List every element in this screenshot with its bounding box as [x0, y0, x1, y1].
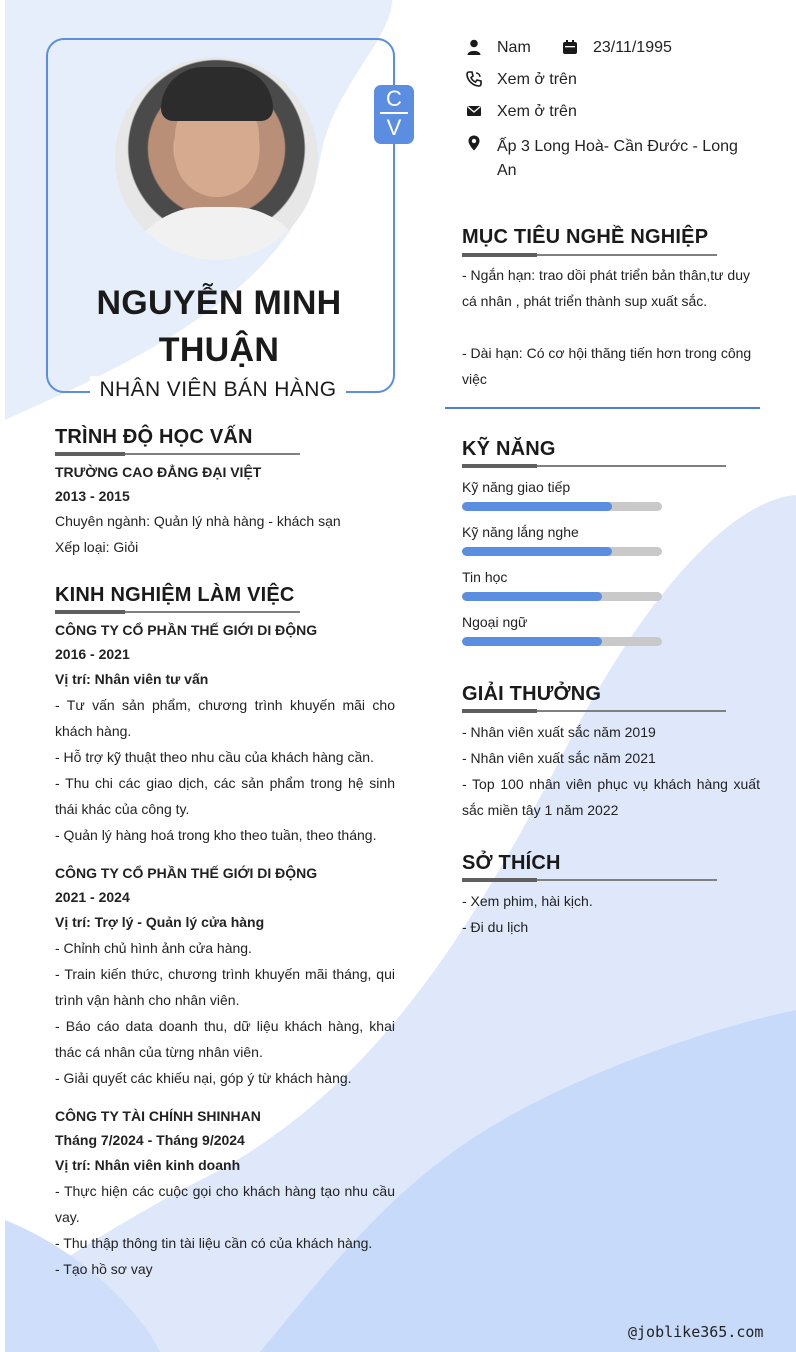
job-3-position: Vị trí: Nhân viên kinh doanh — [55, 1157, 241, 1173]
award-item: - Nhân viên xuất sắc năm 2021 — [462, 750, 656, 766]
job-1-company: CÔNG TY CỔ PHẦN THẾ GIỚI DI ĐỘNG — [55, 622, 318, 638]
hobbies-title: SỞ THÍCH — [462, 852, 561, 874]
address-text: Ấp 3 Long Hoà- Cần Đước - Long An — [497, 138, 738, 179]
skill-bar — [462, 592, 662, 601]
awards-title: GIẢI THƯỞNG — [462, 683, 602, 705]
email-icon — [466, 103, 482, 119]
skill-bar — [462, 547, 662, 556]
phone-icon — [466, 71, 482, 87]
calendar-icon — [562, 39, 578, 55]
skill-bar — [462, 637, 662, 646]
job-3-duty: - Tạo hồ sơ vay — [55, 1261, 153, 1277]
watermark: @joblike365.com — [628, 1323, 764, 1341]
education-grade: Xếp loại: Giỏi — [55, 539, 139, 555]
job-2-duty: - Báo cáo data doanh thu, dữ liệu khách hàng, khai thác cá nhân của từng nhân viên. — [55, 1018, 395, 1060]
job-3-duty: - Thực hiện các cuộc gọi cho khách hàng tạo nhu cầu vay. — [55, 1183, 395, 1225]
birthday-text: 23/11/1995 — [593, 39, 672, 56]
job-title: NHÂN VIÊN BÁN HÀNG — [90, 376, 346, 404]
awards-title-underline — [462, 710, 726, 712]
job-1-duty: - Quản lý hàng hoá trong kho theo tuần, theo tháng. — [55, 827, 377, 843]
section-divider — [445, 407, 760, 409]
education-major: Chuyên ngành: Quản lý nhà hàng - khách sạn — [55, 513, 341, 529]
hobby-item: - Xem phim, hài kịch. — [462, 893, 593, 909]
education-title: TRÌNH ĐỘ HỌC VẤN — [55, 426, 253, 448]
job-1-position: Vị trí: Nhân viên tư vấn — [55, 671, 209, 687]
skills-title-underline — [462, 465, 726, 467]
objective-title: MỤC TIÊU NGHỀ NGHIỆP — [462, 226, 709, 248]
job-2-duty: - Train kiến thức, chương trình khuyến mãi tháng, qui trình vận hành cho nhân viên. — [55, 966, 395, 1008]
skill-label: Ngoại ngữ — [462, 614, 528, 630]
avatar — [115, 57, 318, 260]
skill-bar-fill — [462, 592, 602, 601]
job-1-duty: - Tư vấn sản phẩm, chương trình khuyến mãi cho khách hàng. — [55, 697, 395, 739]
skill-label: Kỹ năng lắng nghe — [462, 524, 579, 540]
hobby-item: - Đi du lịch — [462, 919, 529, 935]
experience-title: KINH NGHIỆM LÀM VIỆC — [55, 584, 295, 606]
skills-title: KỸ NĂNG — [462, 438, 556, 460]
objective-short-term: - Ngắn hạn: trao dồi phát triển bản thân,tư duy cá nhân , phát triển thành sup xuất sắc. — [462, 267, 751, 309]
skill-label: Tin học — [462, 569, 508, 585]
hobbies-title-underline — [462, 879, 717, 881]
skill-bar-fill — [462, 502, 612, 511]
skill-bar-fill — [462, 637, 602, 646]
education-years: 2013 - 2015 — [55, 488, 130, 504]
job-1-duty: - Hỗ trợ kỹ thuật theo nhu cầu của khách hàng cần. — [55, 749, 374, 765]
cv-badge-bottom: V — [386, 115, 402, 140]
award-item: - Nhân viên xuất sắc năm 2019 — [462, 724, 656, 740]
gender-text: Nam — [497, 39, 531, 56]
avatar-hair — [161, 67, 273, 121]
job-2-position: Vị trí: Trợ lý - Quản lý cửa hàng — [55, 914, 265, 930]
job-3-duty: - Thu thập thông tin tài liệu cần có của khách hàng. — [55, 1235, 373, 1251]
avatar-shirt — [123, 207, 313, 260]
user-icon — [466, 39, 482, 55]
phone-text: Xem ở trên — [497, 71, 577, 88]
job-2-duty: - Chỉnh chủ hình ảnh cửa hàng. — [55, 940, 252, 956]
skill-label: Kỹ năng giao tiếp — [462, 479, 571, 495]
education-title-underline — [55, 453, 300, 455]
job-2-company: CÔNG TY CỔ PHẦN THẾ GIỚI DI ĐỘNG — [55, 865, 318, 881]
map-pin-icon — [466, 135, 482, 151]
cv-badge-top: C — [386, 86, 402, 111]
email-text: Xem ở trên — [497, 103, 577, 120]
objective-long-term: - Dài hạn: Có cơ hội thăng tiến hơn trong công việc — [462, 345, 752, 387]
job-2-years: 2021 - 2024 — [55, 889, 130, 905]
job-1-years: 2016 - 2021 — [55, 646, 130, 662]
skill-bar-fill — [462, 547, 612, 556]
experience-title-underline — [55, 611, 300, 613]
candidate-name: NGUYỄN MINH THUẬN — [96, 284, 342, 369]
job-2-duty: - Giải quyết các khiếu nại, góp ý từ khách hàng. — [55, 1070, 352, 1086]
award-item: - Top 100 nhân viên phục vụ khách hàng xuất sắc miền tây 1 năm 2022 — [462, 776, 760, 818]
skill-bar — [462, 502, 662, 511]
job-3-company: CÔNG TY TÀI CHÍNH SHINHAN — [55, 1108, 261, 1124]
job-3-years: Tháng 7/2024 - Tháng 9/2024 — [55, 1132, 245, 1148]
objective-title-underline — [462, 254, 717, 256]
job-1-duty: - Thu chi các giao dịch, các sản phẩm trong hệ sinh thái khác của công ty. — [55, 775, 395, 817]
cv-badge — [374, 85, 414, 144]
education-school: TRƯỜNG CAO ĐẲNG ĐẠI VIỆT — [55, 464, 262, 480]
